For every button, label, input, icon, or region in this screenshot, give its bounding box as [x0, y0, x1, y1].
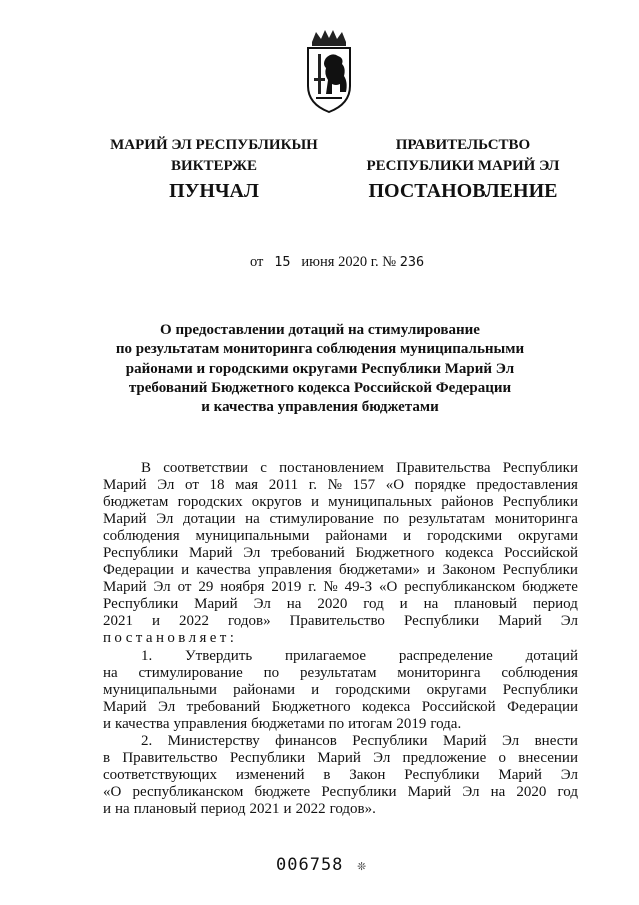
- body-word: Марий: [442, 732, 487, 749]
- body-word: Эл: [157, 477, 175, 494]
- body-word: изменений: [235, 766, 305, 783]
- body-word: 49-З: [344, 579, 373, 596]
- header-right-title: [360, 135, 566, 177]
- body-word: Закон: [349, 766, 386, 783]
- body-word: требований: [271, 545, 345, 562]
- body-word: Бюджетного: [355, 545, 435, 562]
- body-word: Марий: [103, 511, 147, 528]
- body-word: год: [363, 596, 384, 613]
- body-word: Правительство: [289, 613, 385, 630]
- body-word: кодекса: [445, 545, 494, 562]
- body-word: распределение: [398, 647, 493, 664]
- body-word: Марий: [317, 749, 361, 766]
- body-word: качества: [196, 562, 251, 579]
- body-word: республиканском: [404, 579, 516, 596]
- body-line: [103, 613, 578, 630]
- body-word: с: [260, 460, 267, 476]
- body-word: Эл: [243, 545, 261, 562]
- body-word: прилагаемое: [285, 647, 367, 664]
- body-word: Республики: [352, 732, 428, 749]
- body-word: Российской: [504, 545, 578, 562]
- body-word: и: [103, 800, 112, 817]
- body-line: [103, 494, 578, 511]
- body-word: и: [399, 596, 408, 613]
- body-word: Эл: [158, 698, 176, 715]
- body-word: мониторинга: [494, 511, 578, 528]
- header-left-title: [100, 135, 328, 177]
- body-line: [103, 630, 578, 647]
- body-line: [103, 682, 578, 699]
- title-line: районами и городскими округами Республики Марий Эл: [125, 360, 515, 377]
- body-word: на: [286, 596, 302, 613]
- body-line: [103, 733, 578, 750]
- body-word: Республики: [502, 460, 578, 476]
- body-word: Марий: [188, 545, 233, 562]
- body-word: финансов: [275, 732, 337, 749]
- body-word: года.: [430, 715, 462, 732]
- body-word: Республики: [502, 494, 578, 511]
- body-word: и: [311, 681, 320, 698]
- body-word: и: [283, 800, 292, 817]
- body-word: Марий: [103, 698, 147, 715]
- body-word: муниципальными: [195, 528, 310, 545]
- body-word: Эл: [501, 732, 520, 749]
- body-word: г.: [308, 579, 317, 596]
- body-word: стимулирование: [138, 664, 243, 681]
- body-line: [103, 562, 578, 579]
- body-word: В: [141, 460, 152, 476]
- body-word: 18: [209, 477, 225, 494]
- body-word: результатам: [408, 511, 486, 528]
- body-word: Эл: [373, 749, 391, 766]
- body-line: [103, 801, 578, 818]
- body-word: управления: [173, 715, 248, 732]
- body-word: дотации: [183, 511, 236, 528]
- body-word: республиканском: [132, 783, 244, 800]
- date-prefix: от: [250, 254, 264, 270]
- body-word: на: [103, 664, 118, 681]
- body-word: и: [103, 715, 112, 732]
- body-word: бюджетами»: [339, 562, 420, 579]
- body-word: 29: [198, 579, 214, 596]
- body-word: плановый: [133, 800, 197, 817]
- body-word: Республики: [403, 613, 480, 630]
- body-word: городских: [177, 494, 243, 511]
- body-word: районов: [441, 494, 494, 511]
- body-word: Правительства: [396, 460, 491, 476]
- body-word: требований: [186, 698, 261, 715]
- body-word: Республики: [229, 749, 306, 766]
- body-word: районами: [325, 528, 388, 545]
- body-word: стимулирование: [269, 511, 374, 528]
- document-title: [90, 321, 550, 417]
- title-line: по результатам мониторинга соблюдения муниципальными: [115, 341, 525, 358]
- body-word: предложение: [402, 749, 487, 766]
- body-word: по: [263, 664, 280, 681]
- body-word: на: [490, 783, 506, 800]
- body-word: Республики: [321, 783, 397, 800]
- body-word: и: [403, 528, 412, 545]
- body-word: от: [185, 477, 199, 494]
- body-word: Эл: [560, 766, 578, 783]
- body-line: [103, 579, 578, 596]
- body-word: 2019: [271, 579, 302, 596]
- body-word: Федерации: [507, 698, 578, 715]
- body-word: управления: [258, 562, 332, 579]
- body-word: от: [177, 579, 192, 596]
- body-word: соблюдения: [501, 664, 578, 681]
- body-word: годов».: [329, 800, 376, 817]
- body-word: соответствии: [163, 460, 249, 476]
- body-word: год: [557, 783, 578, 800]
- body-word: на: [115, 800, 130, 817]
- body-word: по: [328, 715, 345, 732]
- body-word: дотаций: [525, 647, 578, 664]
- document-date: [250, 254, 424, 271]
- body-word: Республики: [404, 766, 480, 783]
- body-word: округами: [518, 528, 578, 545]
- body-word: бюджетам: [103, 494, 169, 511]
- body-word: 2019: [396, 715, 427, 732]
- body-word: округами: [426, 681, 487, 698]
- body-word: постановлением: [279, 460, 384, 476]
- date-month-year: июня 2020 г. №: [301, 254, 397, 270]
- body-word: Республики: [103, 545, 179, 562]
- body-word: соблюдения: [103, 528, 180, 545]
- body-line: [103, 784, 578, 801]
- title-line: требований Бюджетного кодекса Российской Федерации: [128, 379, 512, 396]
- body-word: Республики: [502, 562, 578, 579]
- title-line: О предоставлении дотаций на стимулирование: [160, 322, 480, 338]
- header-right-line: ПРАВИТЕЛЬСТВО: [395, 137, 531, 153]
- body-word: период: [532, 596, 578, 613]
- body-line: [103, 767, 578, 784]
- body-word: внести: [534, 732, 578, 749]
- body-word: и: [427, 562, 436, 579]
- body-word: муниципальных: [328, 494, 433, 511]
- body-line: [103, 545, 578, 562]
- doc-type-left: ПУНЧАЛ: [169, 180, 259, 202]
- body-word: №: [323, 579, 338, 596]
- body-word: 2011: [268, 477, 299, 494]
- body-line: [103, 716, 578, 733]
- body-line: [103, 477, 578, 494]
- body-word: Правительство: [122, 749, 218, 766]
- body-word: соответствующих: [103, 766, 217, 783]
- body-word: Эл: [253, 596, 271, 613]
- body-word: в: [323, 766, 331, 783]
- body-line: [103, 750, 578, 767]
- body-word: 2021: [249, 800, 280, 817]
- body-line: [103, 596, 578, 613]
- body-word: Эл: [156, 511, 174, 528]
- body-word: период: [200, 800, 246, 817]
- body-word: муниципальными: [103, 681, 217, 698]
- body-word: внесении: [518, 749, 578, 766]
- body-word: качества: [115, 715, 170, 732]
- body-word: №: [327, 477, 342, 494]
- body-word: и: [181, 562, 190, 579]
- serial-number: 006758: [276, 855, 344, 875]
- body-word: Эл: [153, 579, 171, 596]
- body-word: бюджете: [522, 579, 578, 596]
- body-word: постановляет:: [103, 630, 238, 647]
- body-word: кодекса: [362, 698, 411, 715]
- body-word: «О: [103, 783, 122, 800]
- body-word: годов»: [228, 613, 271, 630]
- body-word: 2022: [179, 613, 210, 630]
- body-word: районами: [233, 681, 295, 698]
- body-word: Законом: [442, 562, 496, 579]
- body-word: Эл: [560, 613, 578, 630]
- body-line: [103, 460, 578, 477]
- body-word: порядке: [414, 477, 466, 494]
- mari-el-coat-of-arms-icon: [302, 28, 356, 114]
- header-left-line: МАРИЙ ЭЛ РЕСПУБЛИКЫН: [110, 137, 318, 153]
- body-word: Министерству: [167, 732, 260, 749]
- body-word: городскими: [335, 681, 411, 698]
- body-word: округов: [251, 494, 302, 511]
- document-number: 236: [399, 254, 425, 270]
- body-word: Марий: [407, 783, 452, 800]
- date-day: 15: [274, 254, 291, 270]
- body-word: Республики: [502, 681, 578, 698]
- body-word: 2020: [516, 783, 547, 800]
- body-word: г.: [308, 477, 317, 494]
- body-line: [103, 648, 578, 665]
- body-word: Российской: [421, 698, 496, 715]
- body-word: Республики: [103, 596, 179, 613]
- body-word: 1.: [141, 647, 153, 664]
- body-word: Бюджетного: [271, 698, 351, 715]
- body-word: итогам: [348, 715, 393, 732]
- body-word: Марий: [194, 596, 238, 613]
- body-line: [103, 528, 578, 545]
- body-word: мониторинга: [397, 664, 481, 681]
- body-line: [103, 511, 578, 528]
- doc-type-right: ПОСТАНОВЛЕНИЕ: [368, 180, 558, 202]
- body-word: на: [423, 596, 439, 613]
- body-word: 2021: [103, 613, 133, 630]
- body-word: 2.: [141, 732, 153, 749]
- body-word: Федерации: [103, 562, 174, 579]
- body-word: о: [498, 749, 507, 766]
- body-word: плановый: [454, 596, 518, 613]
- body-word: предоставления: [476, 477, 578, 494]
- body-word: Марий: [103, 579, 147, 596]
- body-word: Марий: [103, 477, 147, 494]
- body-word: «О: [379, 579, 398, 596]
- body-word: в: [103, 749, 111, 766]
- body-word: бюджетами: [251, 715, 325, 732]
- title-line: и качества управления бюджетами: [201, 399, 439, 416]
- body-word: результатам: [300, 664, 377, 681]
- body-word: городскими: [427, 528, 503, 545]
- header-right-line: РЕСПУБЛИКИ МАРИЙ ЭЛ: [366, 158, 560, 174]
- header-left-line: ВИКТЕРЖЕ: [170, 158, 258, 174]
- body-word: и: [310, 494, 319, 511]
- body-word: по: [383, 511, 399, 528]
- body-word: «О: [385, 477, 405, 494]
- body-word: Утвердить: [185, 647, 253, 664]
- body-word: Эл: [462, 783, 480, 800]
- body-word: ноября: [220, 579, 265, 596]
- document-body: [103, 460, 578, 818]
- body-word: 2020: [317, 596, 348, 613]
- body-word: Марий: [498, 613, 542, 630]
- body-word: мая: [235, 477, 259, 494]
- body-word: бюджете: [254, 783, 311, 800]
- decorative-mark-icon: ❊: [357, 858, 367, 874]
- body-word: на: [245, 511, 260, 528]
- document-footer: [276, 855, 367, 875]
- body-line: [103, 665, 578, 682]
- body-line: [103, 699, 578, 716]
- body-word: 157: [352, 477, 376, 494]
- body-word: Марий: [498, 766, 542, 783]
- body-word: 2022: [295, 800, 326, 817]
- body-word: и: [152, 613, 161, 630]
